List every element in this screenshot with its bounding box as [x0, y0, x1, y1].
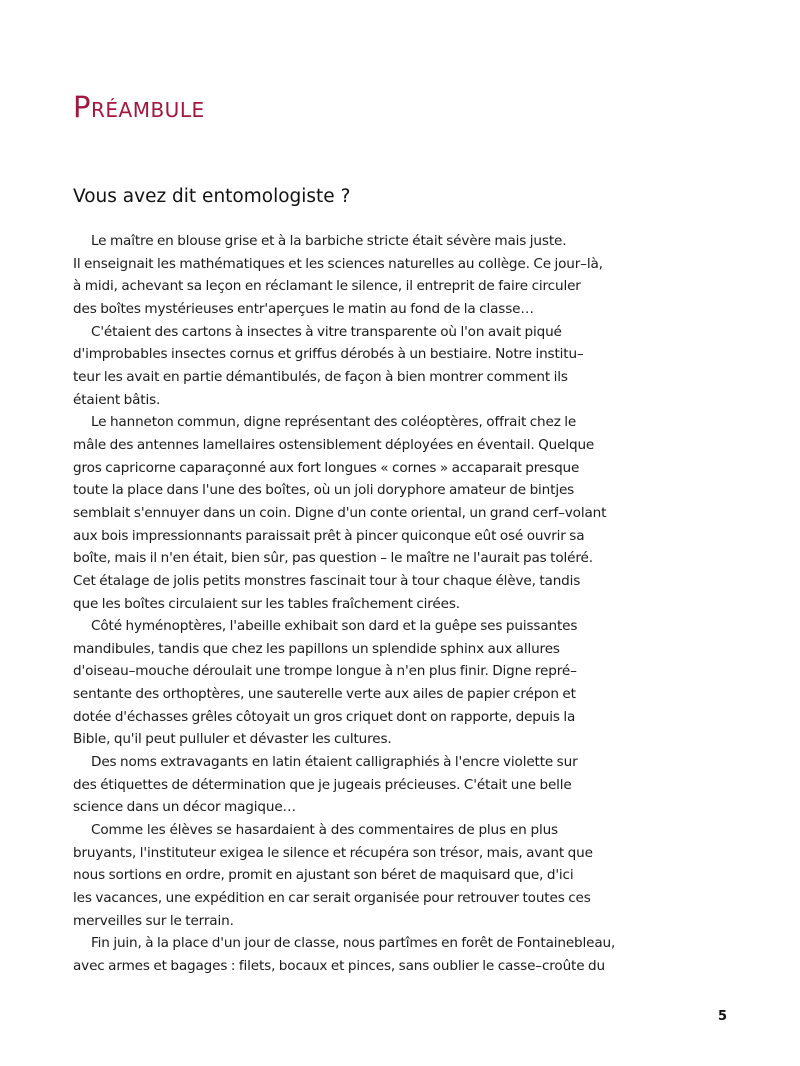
- paragraph: [73, 751, 578, 819]
- text-line: à midi, achevant sa leçon en réclamant le silence, il entreprit de faire circuler: [73, 278, 581, 295]
- text-line: Le hanneton commun, digne représentant des coléoptères, offrait chez le: [91, 414, 577, 431]
- text-line: avec armes et bagages : filets, bocaux et pinces, sans oublier le casse–croûte du: [73, 958, 605, 974]
- text-line: boîte, mais il n'en était, bien sûr, pas question – le maître ne l'aurait pas toléré.: [73, 550, 593, 567]
- text-line: Le maître en blouse grise et à la barbiche stricte était sévère mais juste.: [91, 233, 567, 249]
- text-line: teur les avait en partie démantibulés, de façon à bien montrer comment ils: [73, 368, 568, 385]
- text-line: d'improbables insectes cornus et griffus dérobés à un bestiaire. Notre institu–: [73, 346, 584, 363]
- text-line: nous sortions en ordre, promit en ajustant son béret de maquisard que, d'ici: [73, 867, 574, 884]
- text-line: sentante des orthoptères, une sauterelle verte aux ailes de papier crépon et: [73, 686, 576, 703]
- text-line: Des noms extravagants en latin étaient calligraphiés à l'encre violette sur: [91, 754, 578, 771]
- paragraph: [73, 615, 578, 751]
- paragraph: [73, 932, 616, 977]
- text-line: Côté hyménoptères, l'abeille exhibait son dard et la guêpe ses puissantes: [91, 618, 578, 635]
- text-line: bruyants, l'instituteur exigea le silence et récupéra son trésor, mais, avant que: [73, 844, 593, 861]
- text-line: gros capricorne caparaçonné aux fort longues « cornes » accaparait presque: [73, 459, 580, 476]
- chapter-title: Préambule: [73, 90, 205, 124]
- text-line: Comme les élèves se hasardaient à des commentaires de plus en plus: [91, 822, 558, 839]
- text-line: que les boîtes circulaient sur les tables fraîchement cirées.: [73, 595, 460, 612]
- text-line: mandibules, tandis que chez les papillons un splendide sphinx aux allures: [73, 640, 560, 657]
- text-line: aux bois impressionnants paraissait prêt à pincer quiconque eût osé ouvrir sa: [73, 527, 585, 544]
- text-line: science dans un décor magique…: [73, 799, 296, 816]
- text-line: Fin juin, à la place d'un jour de classe, nous partîmes en forêt de Fontainebleau,: [91, 935, 616, 952]
- text-line: mâle des antennes lamellaires ostensiblement déployées en éventail. Quelque: [73, 436, 595, 453]
- paragraph: [73, 321, 584, 412]
- text-line: Il enseignait les mathématiques et les sciences naturelles au collège. Ce jour–là,: [73, 255, 603, 272]
- page-number: 5: [718, 1009, 728, 1024]
- text-line: merveilles sur le terrain.: [73, 912, 234, 929]
- text-line: C'étaient des cartons à insectes à vitre transparente où l'on avait piqué: [91, 323, 562, 340]
- paragraph: [73, 230, 603, 321]
- text-line: Cet étalage de jolis petits monstres fascinait tour à tour chaque élève, tandis: [73, 572, 581, 589]
- text-line: étaient bâtis.: [73, 391, 161, 408]
- text-line: les vacances, une expédition en car serait organisée pour retrouver toutes ces: [73, 890, 591, 907]
- text-line: Bible, qu'il peut pulluler et dévaster les cultures.: [73, 731, 392, 748]
- paragraph: [73, 411, 607, 615]
- text-line: toute la place dans l'une des boîtes, où un joli doryphore amateur de bintjes: [73, 482, 575, 499]
- text-line: d'oiseau–mouche déroulait une trompe longue à n'en plus finir. Digne repré–: [73, 663, 577, 680]
- text-line: dotée d'échasses grêles côtoyait un gros criquet dont on rapporte, depuis la: [73, 708, 576, 725]
- text-line: des étiquettes de détermination que je jugeais précieuses. C'était une belle: [73, 776, 572, 793]
- body-text: [73, 230, 616, 978]
- paragraph: [73, 819, 593, 932]
- text-line: semblait s'ennuyer dans un coin. Digne d'un conte oriental, un grand cerf–volant: [73, 504, 607, 521]
- text-line: des boîtes mystérieuses entr'aperçues le matin au fond de la classe…: [73, 300, 534, 317]
- section-heading: Vous avez dit entomologiste ?: [73, 186, 351, 207]
